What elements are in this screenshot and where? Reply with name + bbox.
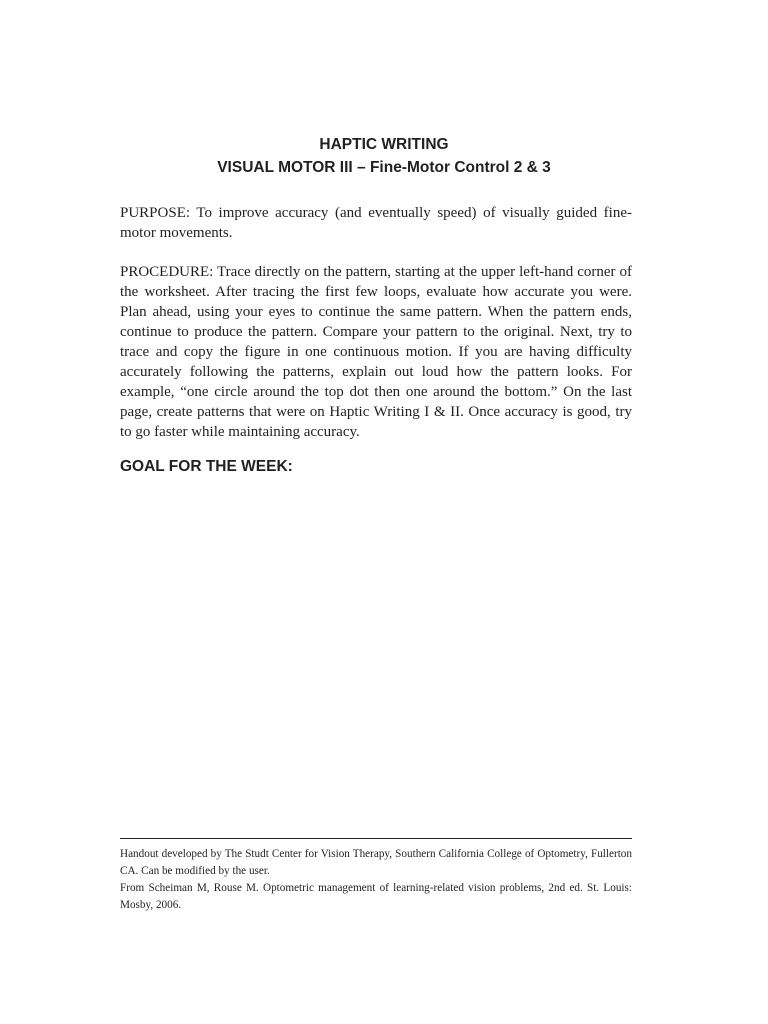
document-title: HAPTIC WRITING (319, 136, 449, 153)
procedure-paragraph: PROCEDURE: Trace directly on the pattern, starting at the upper left-hand corner of the worksheet. After tracing the first few loops, evaluate how accurate you were. Plan ahead, using your eyes to continue the same pattern. When the pattern ends, continue to produce the pattern. Compare your pattern to the original. Next, try to trace and copy the figure in one continuous motion. If you are having difficulty accurately following the patterns, explain out loud how the pattern looks. For example, “one circle around the top dot then one around the bottom.” On the last page, create patterns that were on Haptic Writing I & II. Once accuracy is good, try to go faster while maintaining accuracy. (120, 264, 632, 440)
goal-heading: GOAL FOR THE WEEK: (120, 458, 293, 475)
purpose-paragraph: PURPOSE: To improve accuracy (and eventually speed) of visually guided fine-motor movements. (120, 205, 632, 241)
document-subtitle: VISUAL MOTOR III – Fine-Motor Control 2 & 3 (217, 159, 551, 176)
footer-credit: Handout developed by The Studt Center for Vision Therapy, Southern California College of Optometry, Fullerton CA. Can be modified by the user. (120, 848, 632, 877)
footer-divider (120, 838, 632, 839)
footer-citation: From Scheiman M, Rouse M. Optometric management of learning-related vision problems, 2nd ed. St. Louis: Mosby, 2006. (120, 882, 632, 911)
